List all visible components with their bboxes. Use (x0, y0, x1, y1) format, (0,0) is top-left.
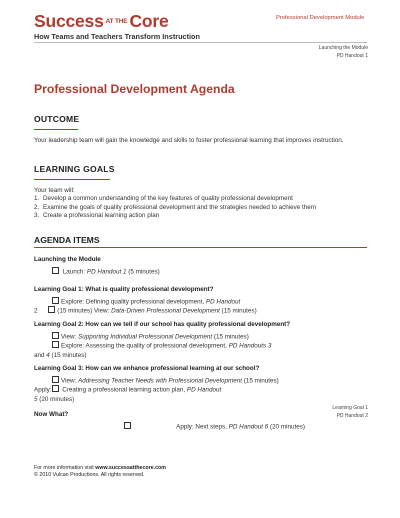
checkbox[interactable] (52, 376, 59, 383)
checkbox[interactable] (52, 385, 59, 392)
top-right-note (319, 44, 368, 60)
checkbox[interactable] (52, 332, 59, 339)
now-what-apply-text: Next steps, (195, 423, 227, 431)
goal3-view-time: (15 minutes) (243, 377, 279, 385)
footer-copyright: © 2010 Vulcan Productions. All rights reserved. (34, 472, 145, 478)
checkbox[interactable] (124, 422, 131, 429)
agenda-rule (34, 247, 367, 248)
goal1-view-time: (15 minutes) (221, 307, 257, 315)
list-item (34, 204, 367, 213)
goal1-explore-continued (34, 306, 367, 316)
footer-url-link[interactable]: www.successatthecore.com (95, 465, 167, 471)
goal3-view-title: Addressing Teacher Needs with Professional Development (78, 377, 242, 385)
goal1-view-title: Data-Driven Professional Development (111, 307, 220, 315)
goal2-explore-text: Assessing the quality of professional development, (85, 342, 227, 350)
module-label: Professional Development Module (276, 15, 365, 21)
launch-item (34, 267, 367, 277)
goal3-apply-continued (34, 395, 367, 404)
header-divider (34, 42, 367, 43)
list-item-number: 3. (34, 212, 40, 220)
goal1-heading: Learning Goal 1: What is quality professional development? (34, 285, 214, 293)
goal3-view-item (34, 376, 367, 386)
bottom-right-line2: PD Handout 2 (336, 413, 368, 419)
goal3-apply-time: (20 minutes) (39, 395, 75, 403)
launching-heading: Launching the Module (34, 256, 101, 264)
goal3-heading: Learning Goal 3: How can we enhance professional learning at our school? (34, 364, 260, 372)
learning-goals-heading: LEARNING GOALS (34, 164, 115, 174)
goal3-apply-text: Creating a professional learning action plan, (62, 386, 186, 394)
agenda-heading: AGENDA ITEMS (34, 235, 100, 246)
page-title: Professional Development Agenda (34, 82, 235, 96)
list-item (34, 195, 367, 204)
goal3-apply-item (34, 385, 367, 395)
checkbox[interactable] (52, 267, 59, 274)
logo-core: Core (129, 11, 169, 31)
checkbox[interactable] (52, 297, 59, 304)
goal2-heading: Learning Goal 2: How can we tell if our school has quality professional development? (34, 320, 291, 328)
learning-goals-rule (34, 179, 110, 180)
checkbox[interactable] (52, 341, 59, 348)
goal1-explore-item (34, 297, 367, 307)
goal2-view-label: View: (61, 333, 77, 341)
goal2-view-title: Supporting Individual Professional Development (78, 333, 213, 341)
agenda-section (34, 235, 367, 431)
footer-info (34, 465, 166, 472)
outcome-text: Your leadership team will gain the knowledge and skills to foster professional learning that improves instruction. (34, 137, 344, 144)
goal2-explore-time: (15 minutes) (51, 351, 87, 359)
goal1-view-label: View: (94, 307, 110, 315)
top-right-line2: PD Handout 1 (336, 53, 368, 59)
learning-goals-list (34, 195, 367, 221)
checkbox[interactable] (48, 306, 55, 313)
now-what-item (34, 422, 367, 432)
goal2-explore-item (34, 341, 367, 351)
outcome-rule (34, 129, 78, 130)
goal2-explore-label: Explore: (61, 342, 85, 350)
list-item-text: Develop a common understanding of the key features of quality professional development (43, 195, 293, 202)
goal1-explore-time: (15 minutes) (57, 307, 93, 315)
footer (34, 465, 166, 479)
goal3-apply-handout: PD Handout (186, 386, 222, 394)
logo-tagline: How Teams and Teachers Transform Instruction (34, 32, 200, 42)
goal3-apply-label: Apply: (34, 386, 52, 394)
launch-handout: PD Handout 1 (86, 268, 127, 276)
goal2-view-item (34, 332, 367, 342)
bottom-right-note (332, 404, 368, 420)
list-item-text: Examine the goals of quality professional development and the strategies needed to achieve them (43, 203, 317, 211)
logo-success: Success (34, 11, 104, 31)
goal1-explore-handout: PD Handout (205, 298, 241, 306)
goal2-explore-and: and (34, 351, 45, 359)
goal2-explore-handouts: PD Handouts 3 (228, 342, 272, 350)
now-what-apply-label: Apply: (176, 423, 194, 431)
logo-at-the: AT THE (105, 18, 128, 26)
launch-time: (5 minutes) (128, 268, 160, 276)
now-what-time: (20 minutes) (269, 423, 305, 431)
learning-goals-section (34, 159, 367, 221)
top-right-line1: Launching the Module (318, 45, 368, 51)
goal1-explore-text: Defining quality professional development, (85, 298, 205, 306)
goal2-view-time: (15 minutes) (213, 333, 249, 341)
list-item-number: 2. (34, 203, 40, 211)
goal2-explore-continued (34, 351, 367, 360)
now-what-handout: PD Handout 6 (228, 423, 269, 431)
document-body (34, 82, 367, 431)
launch-label: Launch: (62, 268, 86, 276)
logo (34, 12, 200, 41)
goal1-explore-handout-num: 2 (34, 307, 38, 315)
outcome-heading: OUTCOME (34, 114, 80, 124)
goal1-explore-label: Explore: (61, 298, 85, 306)
bottom-right-line1: Learning Goal 1 (332, 405, 368, 411)
goal3-view-label: View: (61, 377, 77, 385)
now-what-heading: Now What? (34, 410, 69, 418)
learning-goals-intro: Your team will: (34, 187, 75, 194)
goal3-apply-handout-num: 5 (34, 395, 38, 403)
list-item-text: Create a professional learning action plan (43, 212, 160, 220)
goal2-explore-handout-4: 4 (46, 351, 50, 359)
list-item-number: 1. (34, 195, 40, 202)
outcome-section (34, 109, 367, 145)
list-item (34, 212, 367, 221)
footer-info-prefix: For more information visit (34, 465, 94, 471)
